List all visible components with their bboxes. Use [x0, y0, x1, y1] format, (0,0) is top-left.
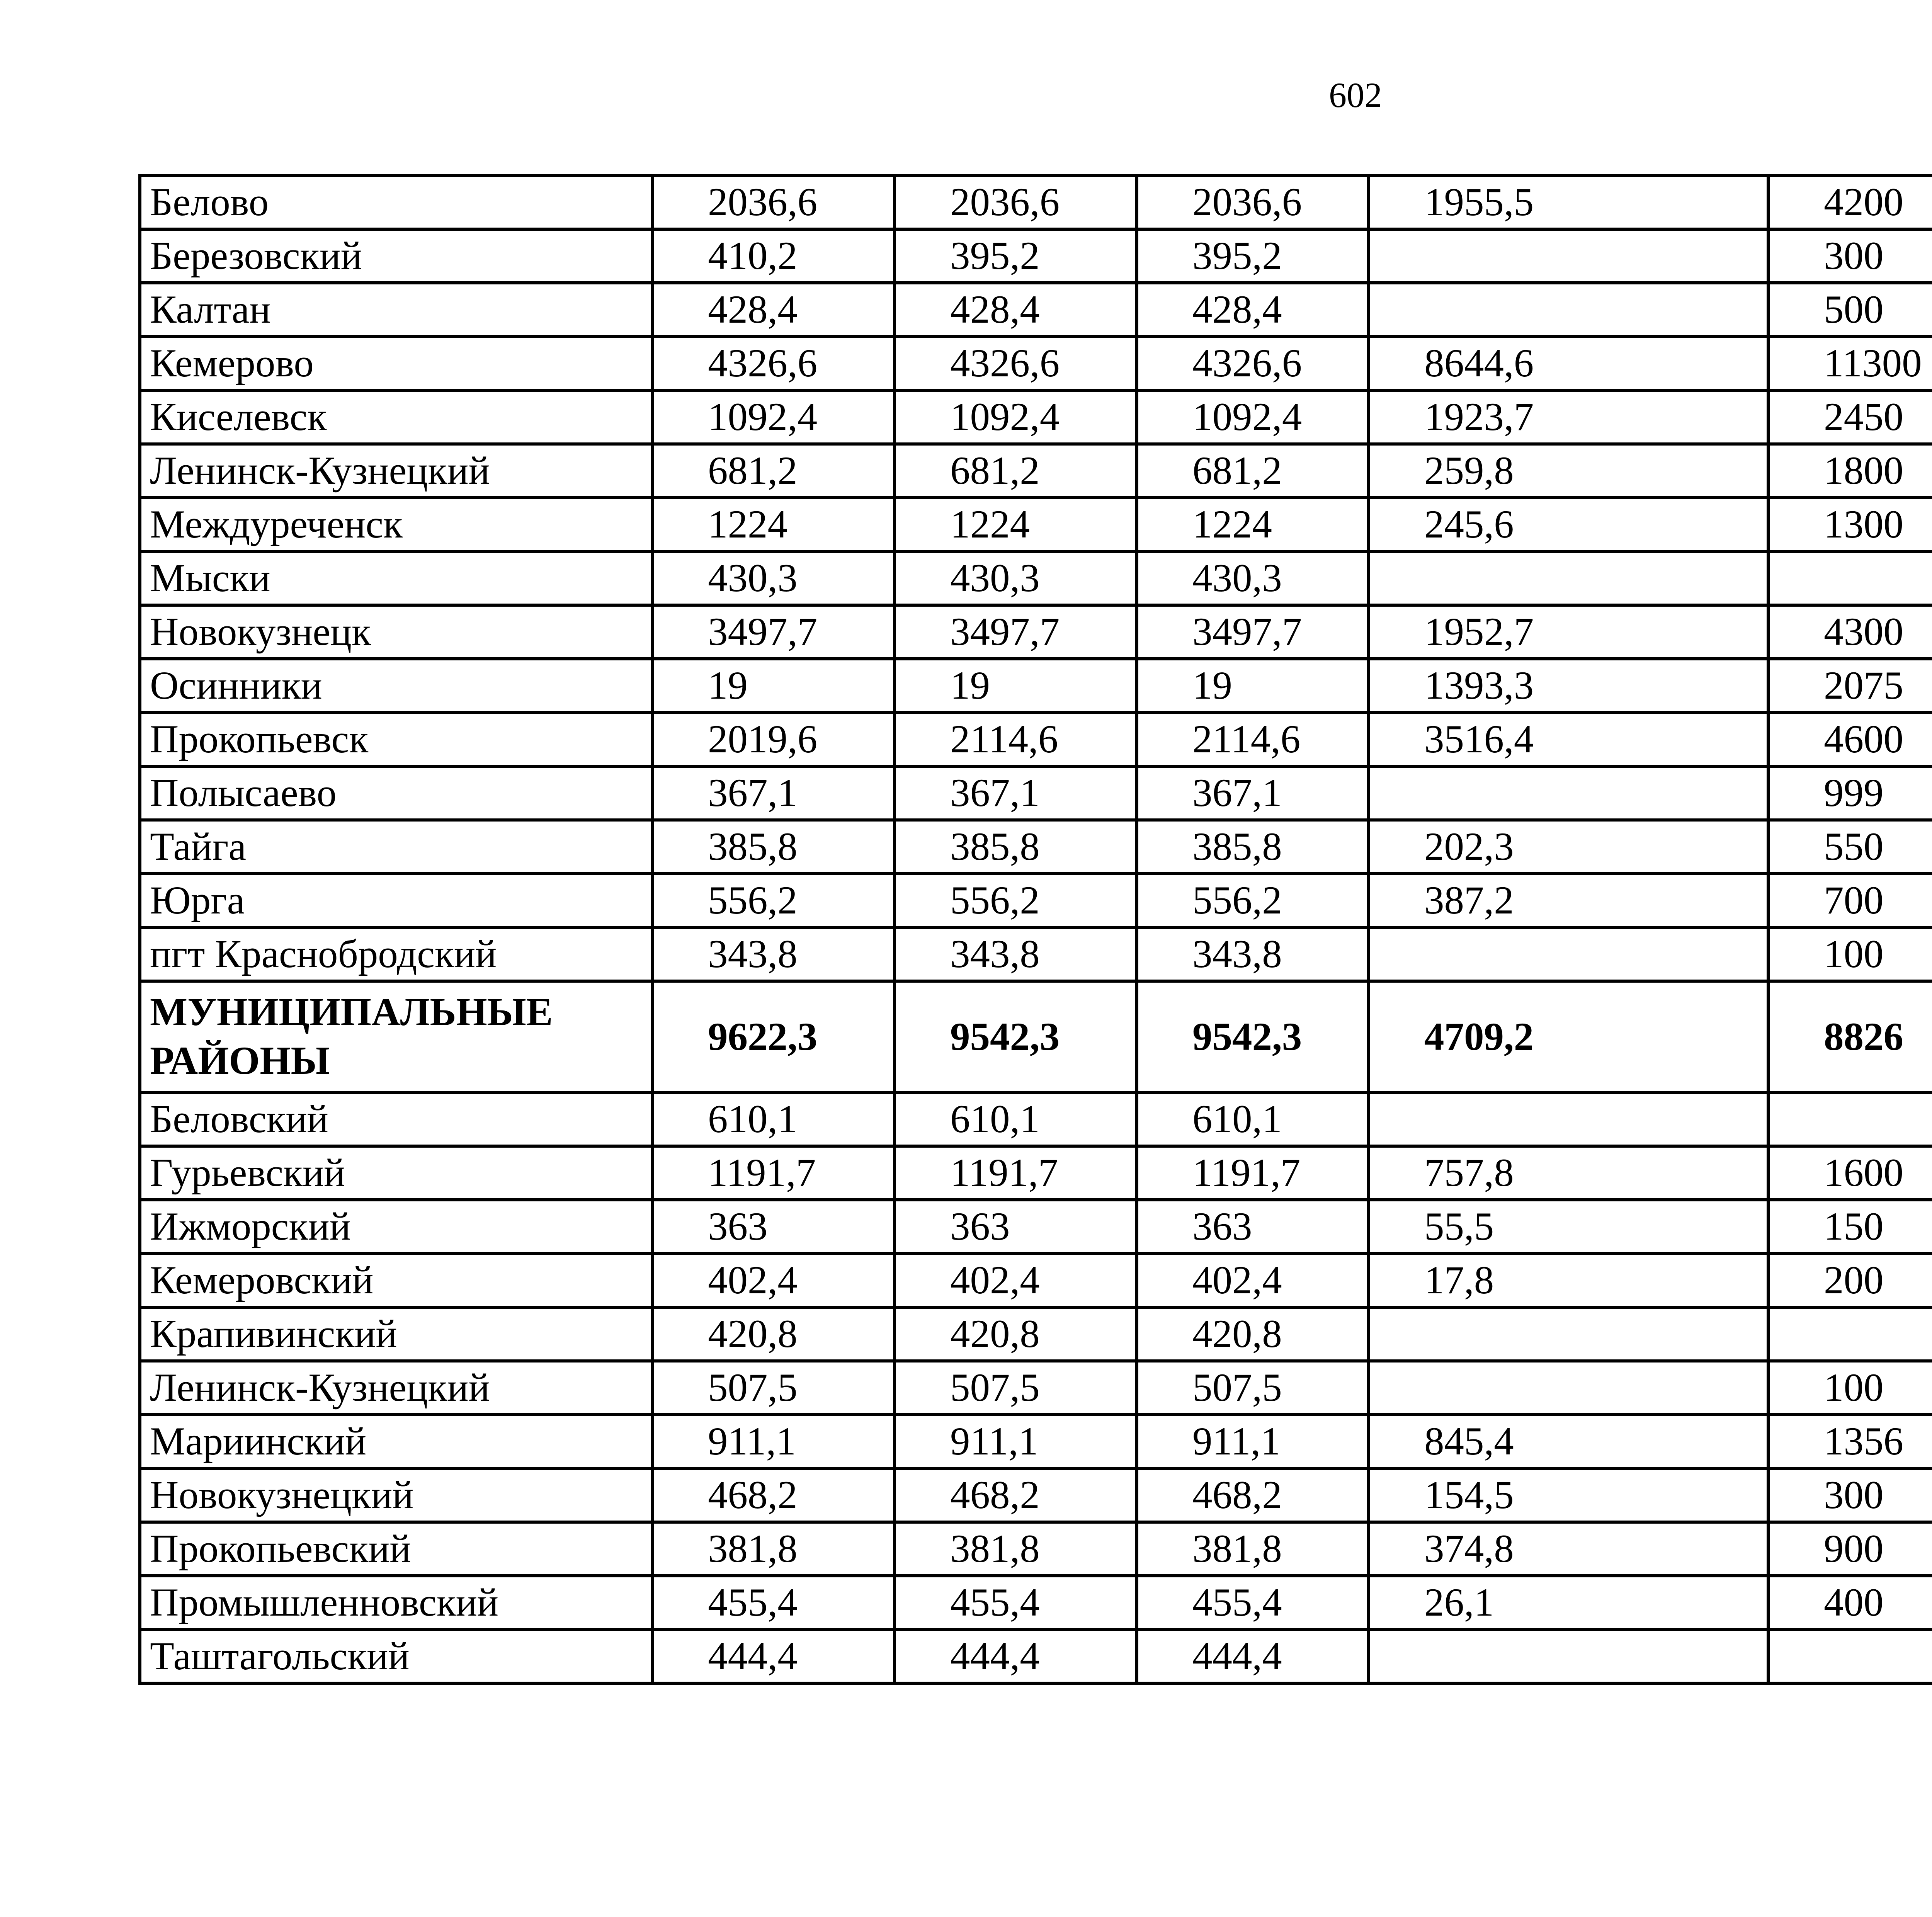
row-label-cell: Киселевск [140, 390, 652, 444]
row-label-cell: Белово [140, 175, 652, 229]
value-cell-c5: 300 [1768, 229, 1932, 283]
value-cell-c1: 9622,3 [652, 981, 895, 1092]
row-label-cell: Полысаево [140, 766, 652, 820]
table-row [140, 498, 1932, 551]
value-cell-c2: 381,8 [895, 1522, 1137, 1576]
value-cell-c1: 556,2 [652, 874, 895, 927]
table-row [140, 1576, 1932, 1630]
row-label-cell: Мариинский [140, 1415, 652, 1468]
row-label-cell: Юрга [140, 874, 652, 927]
row-label-cell: Кемерово [140, 337, 652, 390]
value-cell-c2: 9542,3 [895, 981, 1137, 1092]
value-cell-c4 [1369, 1307, 1768, 1361]
row-label-cell: Осинники [140, 659, 652, 713]
table-row [140, 1307, 1932, 1361]
value-cell-c5: 2450 [1768, 390, 1932, 444]
value-cell-c4: 757,8 [1369, 1146, 1768, 1200]
value-cell-c4: 55,5 [1369, 1200, 1768, 1254]
row-label-cell: Березовский [140, 229, 652, 283]
table-row [140, 1146, 1932, 1200]
value-cell-c5: 1356 [1768, 1415, 1932, 1468]
value-cell-c2: 2114,6 [895, 713, 1137, 766]
value-cell-c1: 2036,6 [652, 175, 895, 229]
row-label-cell: пгт Краснобродский [140, 927, 652, 981]
value-cell-c4 [1369, 283, 1768, 337]
value-cell-c2: 3497,7 [895, 605, 1137, 659]
value-cell-c3: 381,8 [1137, 1522, 1369, 1576]
value-cell-c3: 556,2 [1137, 874, 1369, 927]
value-cell-c4 [1369, 1092, 1768, 1146]
value-cell-c2: 19 [895, 659, 1137, 713]
table-row [140, 766, 1932, 820]
value-cell-c1: 610,1 [652, 1092, 895, 1146]
value-cell-c4: 1923,7 [1369, 390, 1768, 444]
value-cell-c3: 2114,6 [1137, 713, 1369, 766]
value-cell-c1: 2019,6 [652, 713, 895, 766]
value-cell-c5: 300 [1768, 1468, 1932, 1522]
table-body [140, 175, 1932, 1683]
value-cell-c3: 911,1 [1137, 1415, 1369, 1468]
value-cell-c4: 17,8 [1369, 1254, 1768, 1307]
value-cell-c5: 4600 [1768, 713, 1932, 766]
row-label-cell: Беловский [140, 1092, 652, 1146]
value-cell-c5: 550 [1768, 820, 1932, 874]
row-label-cell: Ижморский [140, 1200, 652, 1254]
value-cell-c4: 26,1 [1369, 1576, 1768, 1630]
value-cell-c3: 343,8 [1137, 927, 1369, 981]
row-label-cell: Новокузнецк [140, 605, 652, 659]
row-label-cell: Тайга [140, 820, 652, 874]
value-cell-c1: 3497,7 [652, 605, 895, 659]
value-cell-c3: 1092,4 [1137, 390, 1369, 444]
value-cell-c3: 444,4 [1137, 1630, 1369, 1683]
value-cell-c2: 395,2 [895, 229, 1137, 283]
value-cell-c2: 428,4 [895, 283, 1137, 337]
value-cell-c4: 1952,7 [1369, 605, 1768, 659]
table-row [140, 1630, 1932, 1683]
value-cell-c2: 1191,7 [895, 1146, 1137, 1200]
row-label-cell: Кемеровский [140, 1254, 652, 1307]
table-row [140, 1361, 1932, 1415]
value-cell-c3: 385,8 [1137, 820, 1369, 874]
value-cell-c3: 428,4 [1137, 283, 1369, 337]
value-cell-c5: 11300 [1768, 337, 1932, 390]
row-label-cell: Прокопьевск [140, 713, 652, 766]
table-row [140, 1468, 1932, 1522]
value-cell-c1: 430,3 [652, 551, 895, 605]
value-cell-c4 [1369, 1630, 1768, 1683]
table-row [140, 1415, 1932, 1468]
table-row [140, 283, 1932, 337]
value-cell-c3: 363 [1137, 1200, 1369, 1254]
value-cell-c1: 911,1 [652, 1415, 895, 1468]
value-cell-c1: 468,2 [652, 1468, 895, 1522]
row-label-cell: Крапивинский [140, 1307, 652, 1361]
value-cell-c1: 1092,4 [652, 390, 895, 444]
value-cell-c4 [1369, 551, 1768, 605]
value-cell-c1: 420,8 [652, 1307, 895, 1361]
row-label-cell: Новокузнецкий [140, 1468, 652, 1522]
value-cell-c1: 507,5 [652, 1361, 895, 1415]
value-cell-c2: 455,4 [895, 1576, 1137, 1630]
value-cell-c2: 343,8 [895, 927, 1137, 981]
row-label-cell: Промышленновский [140, 1576, 652, 1630]
row-label-cell: Таштагольский [140, 1630, 652, 1683]
value-cell-c2: 367,1 [895, 766, 1137, 820]
value-cell-c4: 259,8 [1369, 444, 1768, 498]
table-row [140, 551, 1932, 605]
value-cell-c3: 367,1 [1137, 766, 1369, 820]
value-cell-c2: 444,4 [895, 1630, 1137, 1683]
value-cell-c2: 911,1 [895, 1415, 1137, 1468]
value-cell-c5: 999 [1768, 766, 1932, 820]
value-cell-c4: 245,6 [1369, 498, 1768, 551]
value-cell-c4: 154,5 [1369, 1468, 1768, 1522]
value-cell-c5 [1768, 1630, 1932, 1683]
table-row [140, 605, 1932, 659]
value-cell-c2: 610,1 [895, 1092, 1137, 1146]
table-row [140, 874, 1932, 927]
value-cell-c5: 100 [1768, 1361, 1932, 1415]
value-cell-c2: 402,4 [895, 1254, 1137, 1307]
value-cell-c3: 1224 [1137, 498, 1369, 551]
value-cell-c3: 430,3 [1137, 551, 1369, 605]
value-cell-c3: 402,4 [1137, 1254, 1369, 1307]
value-cell-c5: 1600 [1768, 1146, 1932, 1200]
value-cell-c1: 381,8 [652, 1522, 895, 1576]
table-row-total [140, 981, 1932, 1092]
value-cell-c2: 468,2 [895, 1468, 1137, 1522]
page-number: 602 [1329, 75, 1382, 115]
value-cell-c2: 430,3 [895, 551, 1137, 605]
table-row [140, 175, 1932, 229]
value-cell-c2: 2036,6 [895, 175, 1137, 229]
value-cell-c1: 444,4 [652, 1630, 895, 1683]
row-label-cell: Калтан [140, 283, 652, 337]
value-cell-c2: 4326,6 [895, 337, 1137, 390]
table-row [140, 713, 1932, 766]
value-cell-c5: 8826 [1768, 981, 1932, 1092]
value-cell-c5: 100 [1768, 927, 1932, 981]
value-cell-c4: 845,4 [1369, 1415, 1768, 1468]
value-cell-c3: 9542,3 [1137, 981, 1369, 1092]
value-cell-c5 [1768, 1307, 1932, 1361]
row-label-cell: МУНИЦИПАЛЬНЫЕ РАЙОНЫ [140, 981, 652, 1092]
value-cell-c4: 8644,6 [1369, 337, 1768, 390]
value-cell-c3: 2036,6 [1137, 175, 1369, 229]
table-row [140, 820, 1932, 874]
row-label-cell: Мыски [140, 551, 652, 605]
value-cell-c3: 681,2 [1137, 444, 1369, 498]
row-label-cell: Ленинск-Кузнецкий [140, 444, 652, 498]
value-cell-c2: 1224 [895, 498, 1137, 551]
value-cell-c2: 681,2 [895, 444, 1137, 498]
value-cell-c5: 200 [1768, 1254, 1932, 1307]
row-label-cell: Междуреченск [140, 498, 652, 551]
value-cell-c3: 4326,6 [1137, 337, 1369, 390]
value-cell-c1: 4326,6 [652, 337, 895, 390]
value-cell-c4: 3516,4 [1369, 713, 1768, 766]
value-cell-c4 [1369, 927, 1768, 981]
value-cell-c4: 1955,5 [1369, 175, 1768, 229]
value-cell-c2: 385,8 [895, 820, 1137, 874]
value-cell-c3: 1191,7 [1137, 1146, 1369, 1200]
table-row [140, 1254, 1932, 1307]
value-cell-c5 [1768, 1092, 1932, 1146]
value-cell-c4: 387,2 [1369, 874, 1768, 927]
value-cell-c1: 681,2 [652, 444, 895, 498]
table-row [140, 659, 1932, 713]
value-cell-c4: 1393,3 [1369, 659, 1768, 713]
value-cell-c1: 1191,7 [652, 1146, 895, 1200]
table-row [140, 229, 1932, 283]
value-cell-c1: 1224 [652, 498, 895, 551]
table-row [140, 1200, 1932, 1254]
value-cell-c3: 420,8 [1137, 1307, 1369, 1361]
value-cell-c2: 363 [895, 1200, 1137, 1254]
value-cell-c4 [1369, 1361, 1768, 1415]
value-cell-c4: 374,8 [1369, 1522, 1768, 1576]
value-cell-c5: 700 [1768, 874, 1932, 927]
data-table [138, 174, 1932, 1685]
value-cell-c5: 4200 [1768, 175, 1932, 229]
value-cell-c5: 500 [1768, 283, 1932, 337]
value-cell-c1: 402,4 [652, 1254, 895, 1307]
value-cell-c2: 556,2 [895, 874, 1137, 927]
table-row [140, 1522, 1932, 1576]
table-row [140, 1092, 1932, 1146]
value-cell-c1: 385,8 [652, 820, 895, 874]
value-cell-c5: 150 [1768, 1200, 1932, 1254]
value-cell-c5: 1300 [1768, 498, 1932, 551]
row-label-cell: Прокопьевский [140, 1522, 652, 1576]
table-row [140, 390, 1932, 444]
value-cell-c4 [1369, 229, 1768, 283]
value-cell-c3: 395,2 [1137, 229, 1369, 283]
value-cell-c3: 19 [1137, 659, 1369, 713]
table-row [140, 337, 1932, 390]
value-cell-c1: 455,4 [652, 1576, 895, 1630]
value-cell-c1: 363 [652, 1200, 895, 1254]
value-cell-c1: 367,1 [652, 766, 895, 820]
value-cell-c2: 420,8 [895, 1307, 1137, 1361]
row-label-cell: Ленинск-Кузнецкий [140, 1361, 652, 1415]
value-cell-c1: 19 [652, 659, 895, 713]
value-cell-c5: 400 [1768, 1576, 1932, 1630]
value-cell-c5: 4300 [1768, 605, 1932, 659]
value-cell-c3: 455,4 [1137, 1576, 1369, 1630]
value-cell-c4: 202,3 [1369, 820, 1768, 874]
value-cell-c1: 410,2 [652, 229, 895, 283]
value-cell-c4 [1369, 766, 1768, 820]
table-row [140, 927, 1932, 981]
value-cell-c2: 507,5 [895, 1361, 1137, 1415]
value-cell-c5: 1800 [1768, 444, 1932, 498]
value-cell-c1: 343,8 [652, 927, 895, 981]
value-cell-c3: 610,1 [1137, 1092, 1369, 1146]
value-cell-c3: 507,5 [1137, 1361, 1369, 1415]
value-cell-c3: 3497,7 [1137, 605, 1369, 659]
row-label-cell: Гурьевский [140, 1146, 652, 1200]
value-cell-c1: 428,4 [652, 283, 895, 337]
value-cell-c4: 4709,2 [1369, 981, 1768, 1092]
table-row [140, 444, 1932, 498]
value-cell-c5 [1768, 551, 1932, 605]
value-cell-c5: 2075 [1768, 659, 1932, 713]
value-cell-c5: 900 [1768, 1522, 1932, 1576]
value-cell-c2: 1092,4 [895, 390, 1137, 444]
value-cell-c3: 468,2 [1137, 1468, 1369, 1522]
